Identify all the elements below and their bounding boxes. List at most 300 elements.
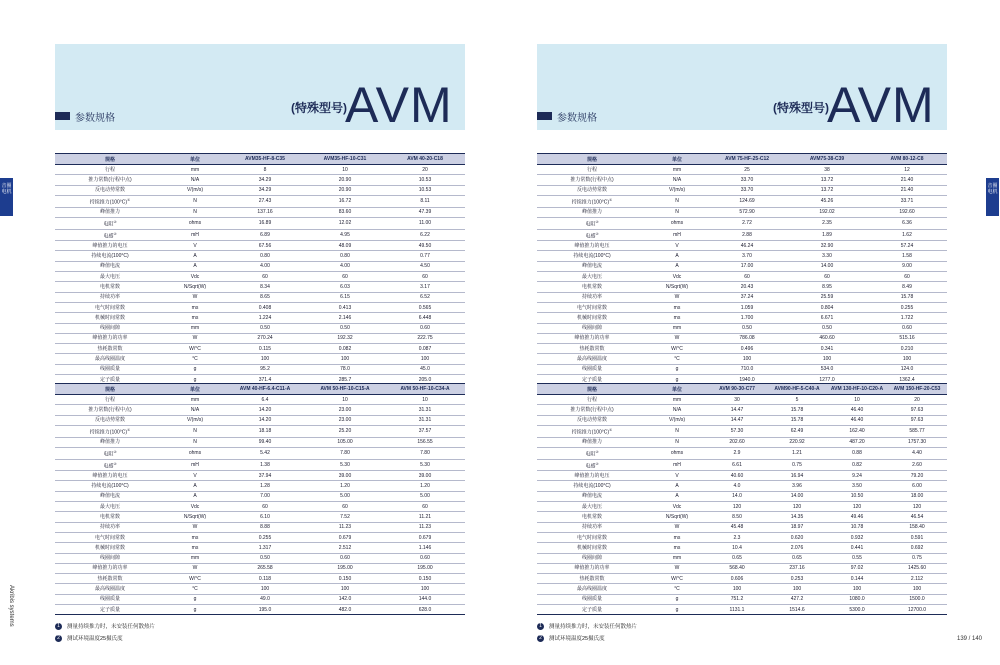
value-cell: 1.224 (225, 313, 305, 323)
value-cell: 31.31 (385, 415, 465, 425)
table-row (537, 459, 947, 471)
value-cell: 20.43 (707, 282, 787, 292)
row-unit: A (647, 491, 707, 501)
value-cell: 8.65 (225, 292, 305, 302)
row-label: 峰值电流 (55, 261, 165, 271)
page-header (55, 44, 465, 133)
value-cell: 4.40 (887, 447, 947, 459)
row-unit: ms (165, 543, 225, 553)
value-cell: 3.70 (707, 251, 787, 261)
table-row (537, 292, 947, 302)
table-row (537, 241, 947, 251)
value-cell: 60 (225, 272, 305, 282)
value-cell: 0.77 (385, 251, 465, 261)
footnote-ref: ② (595, 449, 599, 454)
value-cell: 585.77 (887, 425, 947, 437)
value-cell: 0.692 (887, 543, 947, 553)
table-row (55, 553, 465, 563)
special-model-label: (特殊型号) (291, 101, 347, 115)
table-row (537, 261, 947, 271)
value-cell: 8.11 (385, 195, 465, 207)
value-cell: 49.46 (827, 512, 887, 522)
row-unit: N (165, 425, 225, 437)
row-label: 持续电流(100°C) (537, 481, 647, 491)
footnote-marker-1: 1 (55, 623, 62, 630)
value-cell: 21.40 (867, 185, 947, 195)
value-cell: 8.49 (867, 282, 947, 292)
value-cell: 46.40 (827, 405, 887, 415)
row-label: 线圈间隙 (55, 553, 165, 563)
series-name: AVM (345, 77, 453, 133)
footnotes (537, 622, 637, 646)
table-row (55, 282, 465, 292)
column-header-model: AVM 90-30-C77 (707, 384, 767, 395)
value-cell: 99.40 (225, 437, 305, 447)
value-cell: 60 (867, 272, 947, 282)
value-cell: 195.00 (305, 563, 385, 573)
row-label: 峰值推力的电压 (537, 241, 647, 251)
footnote-ref: ② (595, 231, 599, 236)
row-unit: N/Sqrt(W) (165, 512, 225, 522)
value-cell: 7.52 (305, 512, 385, 522)
page-header (537, 44, 947, 133)
table-row (55, 272, 465, 282)
table-row (55, 195, 465, 207)
row-label: 最高线圈温度 (55, 354, 165, 364)
row-label: 电感② (55, 459, 165, 471)
row-unit: N (647, 207, 707, 217)
value-cell: 572.90 (707, 207, 787, 217)
value-cell: 20 (385, 165, 465, 175)
row-unit: W (647, 522, 707, 532)
value-cell: 60 (385, 272, 465, 282)
value-cell: 14.20 (225, 415, 305, 425)
footnote-ref: ② (113, 449, 117, 454)
value-cell: 37.94 (225, 471, 305, 481)
value-cell: 710.0 (707, 364, 787, 374)
table-row (537, 229, 947, 241)
row-label: 最大电压 (537, 272, 647, 282)
table-row (537, 251, 947, 261)
row-unit: ms (165, 302, 225, 312)
value-cell: 0.082 (305, 344, 385, 354)
row-unit: W (647, 333, 707, 343)
row-label: 最大电压 (55, 272, 165, 282)
row-label: 电气时间常数 (55, 532, 165, 542)
value-cell: 1514.6 (767, 605, 827, 615)
table-row (55, 459, 465, 471)
row-label: 线圈间隙 (537, 323, 647, 333)
column-header-model: AVM90-HF-5-C40-A (767, 384, 827, 395)
table-row (537, 584, 947, 594)
row-unit: A (647, 481, 707, 491)
table-row (55, 594, 465, 604)
value-cell: 8.34 (225, 282, 305, 292)
value-cell: 2.60 (887, 459, 947, 471)
value-cell: 482.0 (305, 605, 385, 615)
footnote-text: 测试环境温度25摄氏度 (67, 636, 123, 642)
value-cell: 17.00 (707, 261, 787, 271)
value-cell: 142.0 (305, 594, 385, 604)
table-row (537, 364, 947, 374)
value-cell: 1.317 (225, 543, 305, 553)
section-marker (537, 112, 552, 120)
table-row (537, 481, 947, 491)
value-cell: 0.496 (707, 344, 787, 354)
value-cell: 14.00 (787, 261, 867, 271)
footnote-text: 测试环境温度25摄氏度 (549, 636, 605, 642)
row-unit: V/(m/s) (165, 415, 225, 425)
special-model-label: (特殊型号) (773, 101, 829, 115)
value-cell: 0.150 (385, 574, 465, 584)
value-cell: 2.112 (887, 574, 947, 584)
table-row (55, 323, 465, 333)
value-cell: 0.679 (385, 532, 465, 542)
footnote-marker-2: 2 (55, 635, 62, 642)
row-label: 持续推力(100°C)① (537, 425, 647, 437)
table-row (537, 563, 947, 573)
value-cell: 11.21 (385, 512, 465, 522)
value-cell: 20 (887, 395, 947, 405)
value-cell: 7.80 (385, 447, 465, 459)
value-cell: 1500.0 (887, 594, 947, 604)
row-unit: V (165, 241, 225, 251)
row-unit: N/A (647, 175, 707, 185)
value-cell: 156.55 (385, 437, 465, 447)
value-cell: 100 (827, 584, 887, 594)
row-unit: A (647, 251, 707, 261)
row-label: 峰值推力的电压 (55, 241, 165, 251)
value-cell: 67.56 (225, 241, 305, 251)
row-unit: N (165, 437, 225, 447)
value-cell: 8.88 (225, 522, 305, 532)
value-cell: 120 (707, 502, 767, 512)
row-label: 持续电流(100°C) (55, 251, 165, 261)
row-label: 持续推力(100°C)① (55, 195, 165, 207)
value-cell: 2.3 (707, 532, 767, 542)
value-cell: 46.54 (887, 512, 947, 522)
value-cell: 47.39 (385, 207, 465, 217)
row-unit: ohms (165, 217, 225, 229)
value-cell: 100 (707, 584, 767, 594)
row-label: 持续推力(100°C)① (55, 425, 165, 437)
row-unit: ohms (165, 447, 225, 459)
value-cell: 0.50 (225, 553, 305, 563)
spec-table (537, 153, 947, 385)
value-cell: 0.75 (767, 459, 827, 471)
footnote-ref: ② (595, 461, 599, 466)
value-cell: 60 (707, 272, 787, 282)
column-header-model: AVM 50-HF-10-C15-A (305, 384, 385, 395)
section-title: 参数规格 (75, 113, 115, 124)
column-header-unit: 单位 (165, 154, 225, 165)
value-cell: 62.49 (767, 425, 827, 437)
table-row (537, 512, 947, 522)
value-cell: 100 (787, 354, 867, 364)
value-cell: 100 (867, 354, 947, 364)
right-page (500, 0, 1000, 665)
value-cell: 45.0 (385, 364, 465, 374)
value-cell: 38 (787, 165, 867, 175)
table-row (55, 405, 465, 415)
value-cell: 5.30 (305, 459, 385, 471)
value-cell: 0.60 (385, 553, 465, 563)
value-cell: 9.24 (827, 471, 887, 481)
value-cell: 0.75 (887, 553, 947, 563)
value-cell: 12.02 (305, 217, 385, 229)
row-unit: mH (165, 229, 225, 241)
table-row (537, 522, 947, 532)
value-cell: 97.63 (887, 405, 947, 415)
spec-table (537, 383, 947, 615)
footnote (55, 634, 155, 642)
row-unit: N/Sqrt(W) (165, 282, 225, 292)
value-cell: 202.60 (707, 437, 767, 447)
row-label: 持续功率 (537, 292, 647, 302)
value-cell: 37.24 (707, 292, 787, 302)
column-header-unit: 单位 (647, 154, 707, 165)
table-row (55, 437, 465, 447)
table-row (55, 512, 465, 522)
value-cell: 83.60 (305, 207, 385, 217)
row-unit: V (647, 241, 707, 251)
table-row (55, 217, 465, 229)
value-cell: 18.00 (887, 491, 947, 501)
value-cell: 79.20 (887, 471, 947, 481)
value-cell: 100 (385, 354, 465, 364)
column-header-model: AVM 40-20-C18 (385, 154, 465, 165)
row-label: 机械时间常数 (537, 313, 647, 323)
value-cell: 11.23 (385, 522, 465, 532)
row-label: 线圈质量 (537, 594, 647, 604)
table-row (537, 532, 947, 542)
table-row (55, 447, 465, 459)
value-cell: 11.00 (385, 217, 465, 229)
value-cell: 0.115 (225, 344, 305, 354)
value-cell: 265.58 (225, 563, 305, 573)
row-label: 最高线圈温度 (537, 354, 647, 364)
footnote-ref: ② (113, 219, 117, 224)
row-label: 线圈质量 (55, 594, 165, 604)
value-cell: 568.40 (707, 563, 767, 573)
row-label: 电感② (537, 459, 647, 471)
value-cell: 60 (385, 502, 465, 512)
value-cell: 6.00 (887, 481, 947, 491)
row-unit: W (165, 522, 225, 532)
value-cell: 10.4 (707, 543, 767, 553)
value-cell: 45.26 (787, 195, 867, 207)
value-cell: 371.4 (225, 375, 305, 385)
row-unit: g (647, 375, 707, 385)
value-cell: 1080.0 (827, 594, 887, 604)
table-row (537, 574, 947, 584)
row-label: 线圈质量 (55, 364, 165, 374)
value-cell: 192.02 (787, 207, 867, 217)
value-cell: 0.144 (827, 574, 887, 584)
row-unit: mH (647, 459, 707, 471)
table-row (537, 313, 947, 323)
row-unit: N (647, 425, 707, 437)
value-cell: 4.00 (225, 261, 305, 271)
value-cell: 427.2 (767, 594, 827, 604)
value-cell: 0.341 (787, 344, 867, 354)
value-cell: 13.72 (787, 175, 867, 185)
value-cell: 14.20 (225, 405, 305, 415)
value-cell: 23.00 (305, 405, 385, 415)
table-row (537, 395, 947, 405)
row-label: 热耗散常数 (55, 344, 165, 354)
footnote (537, 622, 637, 630)
value-cell: 39.00 (385, 471, 465, 481)
row-label: 机械时间常数 (55, 543, 165, 553)
row-unit: N/A (647, 405, 707, 415)
value-cell: 0.118 (225, 574, 305, 584)
row-unit: mm (647, 323, 707, 333)
footnote-ref: ② (113, 231, 117, 236)
table-row (537, 282, 947, 292)
value-cell: 1.20 (385, 481, 465, 491)
row-unit: Vdc (647, 272, 707, 282)
value-cell: 1131.1 (707, 605, 767, 615)
value-cell: 124.0 (867, 364, 947, 374)
row-unit: A (647, 261, 707, 271)
section-title: 参数规格 (557, 113, 597, 124)
value-cell: 0.60 (385, 323, 465, 333)
value-cell: 2.72 (707, 217, 787, 229)
value-cell: 15.78 (767, 415, 827, 425)
row-label: 峰值推力的电压 (55, 471, 165, 481)
value-cell: 97.02 (827, 563, 887, 573)
row-unit: A (165, 481, 225, 491)
footnote-text: 测量持续推力时，未安装任何散热片 (67, 624, 156, 630)
row-unit: ohms (647, 217, 707, 229)
row-unit: mm (165, 395, 225, 405)
value-cell: 6.10 (225, 512, 305, 522)
value-cell: 10 (305, 165, 385, 175)
section-marker (55, 112, 70, 120)
table-row (55, 532, 465, 542)
footnote-ref: ① (609, 427, 613, 432)
row-unit: °C (165, 354, 225, 364)
footnote-marker-2: 2 (537, 635, 544, 642)
value-cell: 6.61 (707, 459, 767, 471)
row-label: 电机常数 (55, 512, 165, 522)
table-row (55, 292, 465, 302)
row-label: 峰值推力的电压 (537, 471, 647, 481)
table-header-row (537, 384, 947, 395)
row-label: 峰值推力的功率 (537, 333, 647, 343)
value-cell: 1362.4 (867, 375, 947, 385)
row-unit: A (165, 261, 225, 271)
row-label: 峰值电流 (537, 261, 647, 271)
value-cell: 105.00 (305, 437, 385, 447)
value-cell: 0.55 (827, 553, 887, 563)
value-cell: 2.146 (305, 313, 385, 323)
value-cell: 4.50 (385, 261, 465, 271)
row-label: 定子质量 (55, 605, 165, 615)
value-cell: 0.441 (827, 543, 887, 553)
value-cell: 534.0 (787, 364, 867, 374)
spec-table (55, 383, 465, 615)
value-cell: 37.57 (385, 425, 465, 437)
row-label: 电机常数 (537, 282, 647, 292)
value-cell: 0.932 (827, 532, 887, 542)
footnote-ref: ① (127, 427, 131, 432)
table-row (537, 344, 947, 354)
value-cell: 15.78 (867, 292, 947, 302)
value-cell: 46.40 (827, 415, 887, 425)
row-label: 线圈间隙 (55, 323, 165, 333)
table-row (537, 405, 947, 415)
value-cell: 4.95 (305, 229, 385, 241)
table-row (537, 207, 947, 217)
table-row (537, 543, 947, 553)
row-label: 峰值推力 (537, 437, 647, 447)
column-header-unit: 单位 (165, 384, 225, 395)
column-header-unit: 单位 (647, 384, 707, 395)
table-row (537, 354, 947, 364)
value-cell: 786.08 (707, 333, 787, 343)
row-label: 机械时间常数 (55, 313, 165, 323)
row-unit: ms (165, 532, 225, 542)
value-cell: 4.0 (707, 481, 767, 491)
value-cell: 144.0 (385, 594, 465, 604)
row-label: 持续推力(100°C)① (537, 195, 647, 207)
footnotes (55, 622, 155, 646)
table-row (537, 447, 947, 459)
row-label: 电气时间常数 (537, 302, 647, 312)
row-unit: N (165, 207, 225, 217)
row-label: 热耗散常数 (537, 344, 647, 354)
value-cell: 8 (225, 165, 305, 175)
value-cell: 30 (707, 395, 767, 405)
value-cell: 6.4 (225, 395, 305, 405)
value-cell: 124.69 (707, 195, 787, 207)
row-unit: W/°C (647, 344, 707, 354)
row-unit: mm (165, 323, 225, 333)
table-row (55, 165, 465, 175)
value-cell: 1.89 (787, 229, 867, 241)
value-cell: 100 (305, 584, 385, 594)
row-unit: N (165, 195, 225, 207)
value-cell: 0.210 (867, 344, 947, 354)
value-cell: 0.591 (887, 532, 947, 542)
row-unit: N/A (165, 405, 225, 415)
column-header-spec: 规格 (55, 154, 165, 165)
footnote (55, 622, 155, 630)
side-category-tab: 音圈电机 (0, 178, 13, 216)
row-unit: N/Sqrt(W) (647, 282, 707, 292)
value-cell: 13.72 (787, 185, 867, 195)
value-cell: 1.28 (225, 481, 305, 491)
value-cell: 5 (767, 395, 827, 405)
row-unit: mm (647, 395, 707, 405)
row-unit: ms (647, 543, 707, 553)
row-label: 电阻② (55, 217, 165, 229)
row-unit: N/Sqrt(W) (647, 512, 707, 522)
table-row (55, 543, 465, 553)
row-label: 反电动势常数 (537, 185, 647, 195)
row-label: 峰值推力 (55, 437, 165, 447)
table-row (537, 502, 947, 512)
value-cell: 16.72 (305, 195, 385, 207)
column-header-model: AVM75-38-C39 (787, 154, 867, 165)
table-row (537, 605, 947, 615)
value-cell: 0.80 (225, 251, 305, 261)
value-cell: 751.2 (707, 594, 767, 604)
value-cell: 3.50 (827, 481, 887, 491)
value-cell: 78.0 (305, 364, 385, 374)
